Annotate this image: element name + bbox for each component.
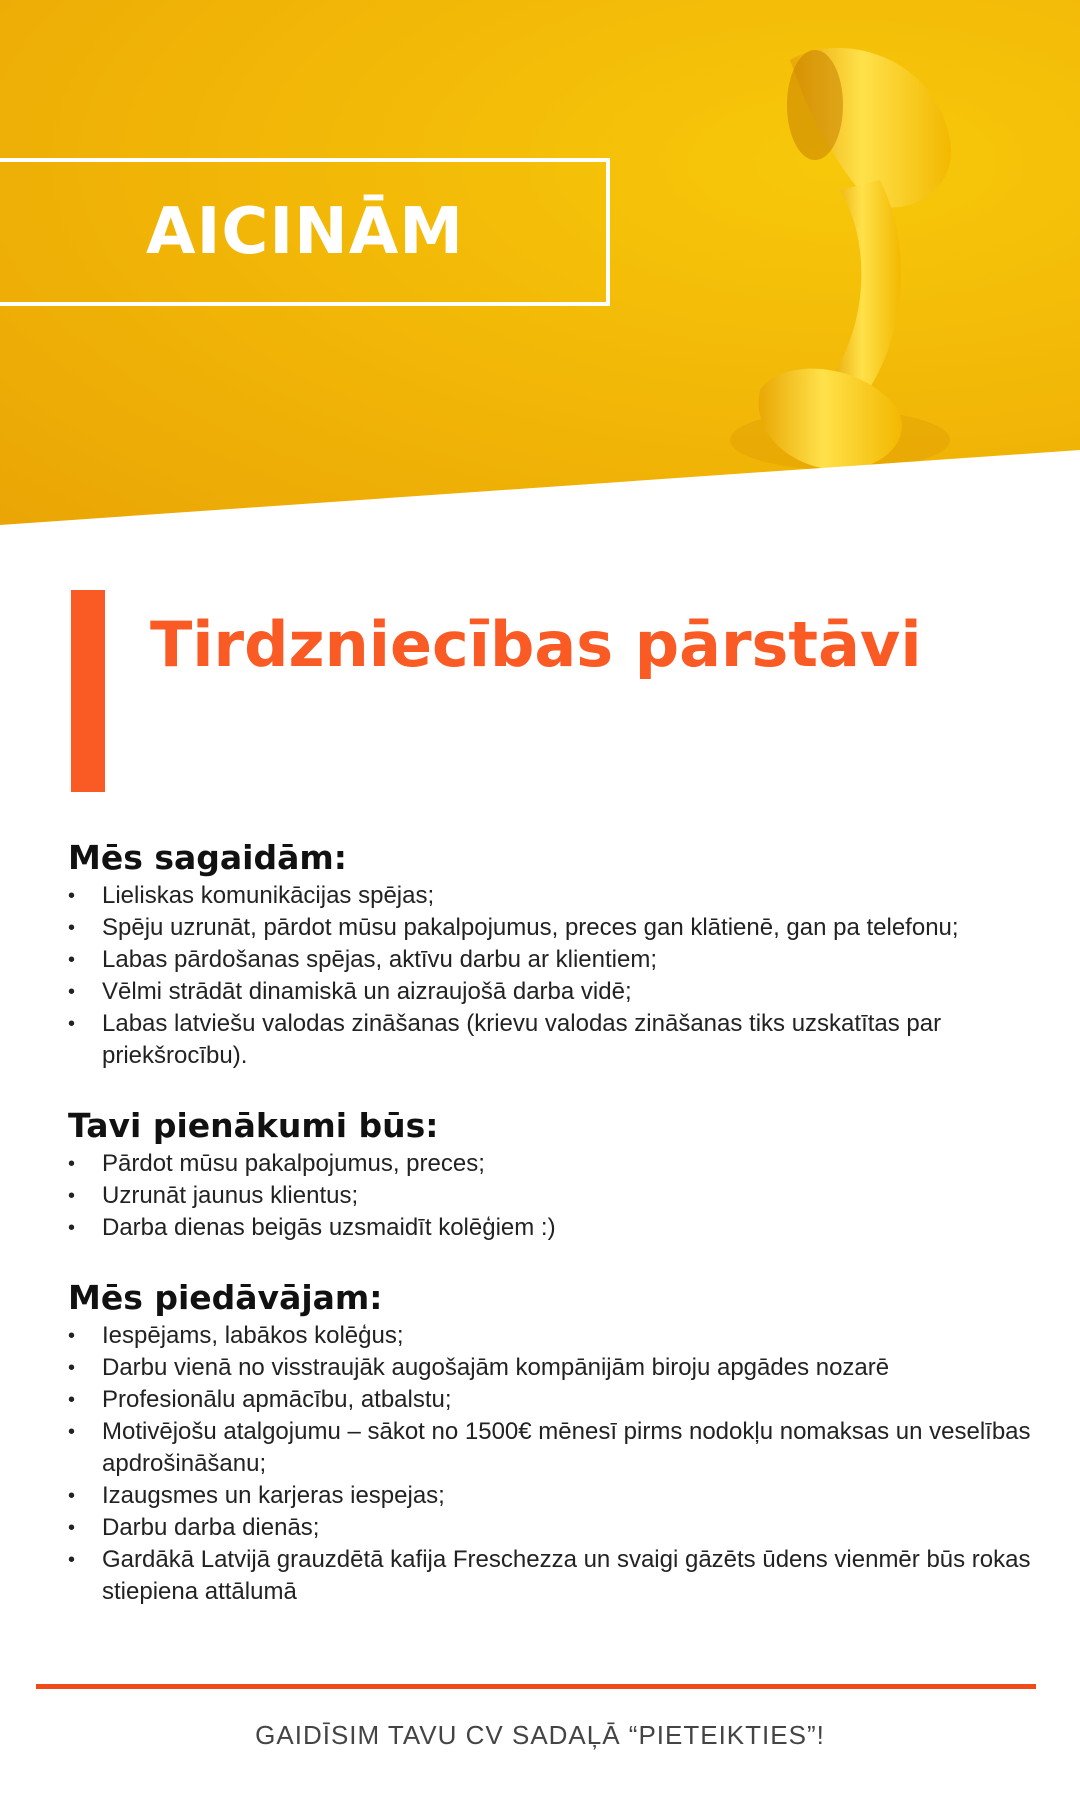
section-heading: Mēs piedāvājam: <box>68 1278 383 1317</box>
job-description <box>68 838 1058 1642</box>
section-heading: Tavi pienākumi būs: <box>68 1106 439 1145</box>
title-accent-bar <box>71 590 105 792</box>
list-item: • Lieliskas komunikācijas spējas; <box>68 880 1058 912</box>
section-offer <box>68 1278 1058 1608</box>
list-item: • Motivējošu atalgojumu – sākot no 1500€ mēnesī pirms nodokļu nomaksas un veselības apdrošināšanu; <box>68 1416 1058 1480</box>
list-item: • Profesionālu apmācību, atbalstu; <box>68 1384 1058 1416</box>
list-item: • Darbu darba dienās; <box>68 1512 1058 1544</box>
list-item: • Gardākā Latvijā grauzdētā kafija Freschezza un svaigi gāzēts ūdens vienmēr būs rokas stiepiena attālumā <box>68 1544 1058 1608</box>
list-item: • Labas latviešu valodas zināšanas (krievu valodas zināšanas tiks uzskatītas par priekšrocību). <box>68 1008 1058 1072</box>
footer-call-to-action: GAIDĪSIM TAVU CV SADAĻĀ “PIETEIKTIES”! <box>255 1720 825 1750</box>
list-item: • Labas pārdošanas spējas, aktīvu darbu ar klientiem; <box>68 944 1058 976</box>
list-item: • Pārdot mūsu pakalpojumus, preces; <box>68 1148 1058 1180</box>
list-item: • Darba dienas beigās uzsmaidīt kolēģiem :) <box>68 1212 1058 1244</box>
hero-banner <box>0 0 1080 540</box>
list-item: • Iespējams, labākos kolēģus; <box>68 1320 1058 1352</box>
list-item: • Darbu vienā no visstraujāk augošajām kompānijām biroju apgādes nozarē <box>68 1352 1058 1384</box>
job-title: Tirdzniecības pārstāvi <box>150 608 922 681</box>
hero-heading: AICINĀM <box>146 195 464 269</box>
section-duties <box>68 1106 1058 1244</box>
list-item: • Vēlmi strādāt dinamiskā un aizraujošā darba vidē; <box>68 976 1058 1008</box>
list-item: • Spēju uzrunāt, pārdot mūsu pakalpojumus, preces gan klātienē, gan pa telefonu; <box>68 912 1058 944</box>
footer-divider <box>36 1684 1036 1689</box>
section-expect <box>68 838 1058 1072</box>
section-heading: Mēs sagaidām: <box>68 838 347 877</box>
list-item: • Uzrunāt jaunus klientus; <box>68 1180 1058 1212</box>
hero-title-box <box>0 158 610 306</box>
list-item: • Izaugsmes un karjeras iespejas; <box>68 1480 1058 1512</box>
